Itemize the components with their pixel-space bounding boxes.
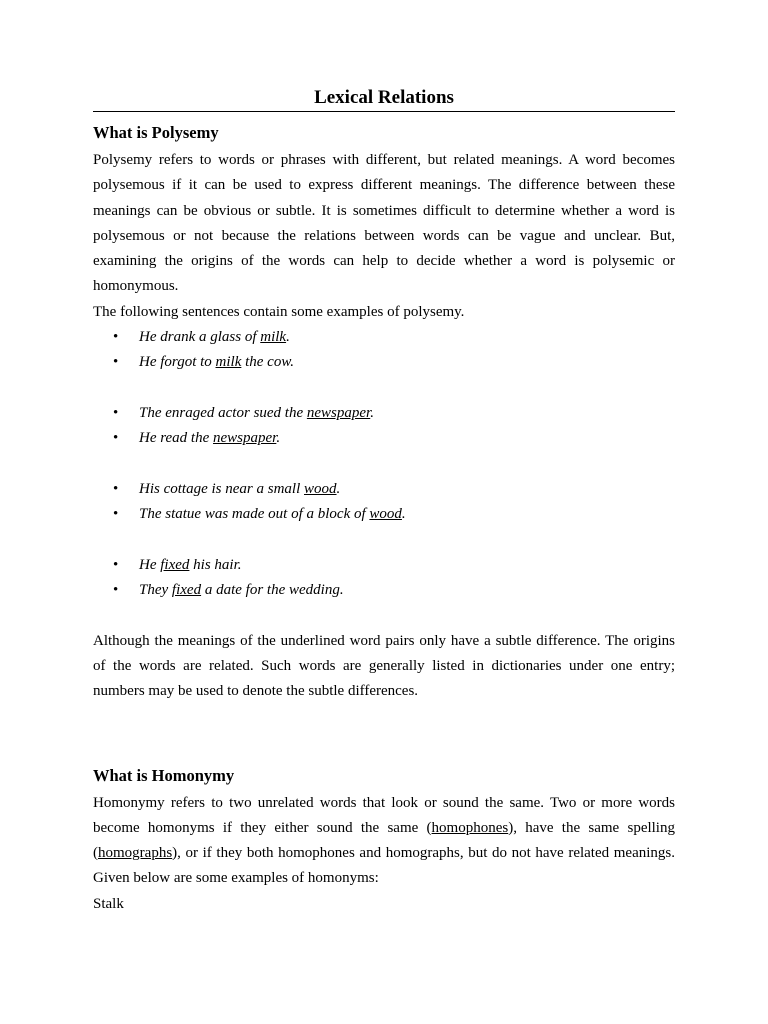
- underlined-word: milk: [260, 329, 287, 346]
- homonymy-text-1: Homonymy refers to two unrelated words that look or sound the same. Two or more words become homonyms if they either sound the same (: [93, 794, 675, 836]
- example-group: [93, 325, 675, 376]
- example-text: He forgot to: [139, 354, 216, 371]
- polysemy-paragraph: Polysemy refers to words or phrases with different, but related meanings. A word becomes polysemous if it can be used to express different meanings. The difference between these meanings can be obvious or subtle. It is sometimes difficult to determine whether a word is polysemous or not because the relations between words can be vague and unclear. But, examining the origins of the words can help to decide whether a word is polysemic or homonymous.: [93, 152, 675, 295]
- homonymy-heading: What is Homonymy: [93, 765, 235, 785]
- example-sentence: [93, 578, 675, 603]
- example-text: .: [276, 430, 281, 447]
- example-sentence: [93, 350, 675, 375]
- underlined-word: newspaper: [213, 430, 277, 447]
- example-text: His cottage is near a small: [139, 480, 304, 497]
- document-title: Lexical Relations: [93, 86, 675, 112]
- example-text: .: [336, 480, 341, 497]
- example-sentence: [93, 401, 675, 426]
- underlined-word: fixed: [160, 556, 190, 573]
- example-text: .: [401, 506, 406, 523]
- example-group: [93, 553, 675, 604]
- underlined-word: newspaper: [306, 404, 371, 421]
- example-group: [93, 401, 675, 452]
- example-sentence: [93, 502, 675, 527]
- homonymy-text-2: ), have the same spelling (: [93, 819, 675, 862]
- homophones-term: homophones: [431, 819, 509, 836]
- homonymy-text-3: ), or if they both homophones and homographs, but do not have related meanings. Given below are some examples of homonyms:: [93, 845, 675, 887]
- homonym-example-word: Stalk: [93, 895, 124, 912]
- example-sentence: [93, 426, 675, 451]
- example-text: He read the: [139, 430, 214, 447]
- example-text: the cow.: [241, 354, 294, 371]
- example-text: .: [286, 329, 290, 346]
- underlined-word: wood: [304, 480, 337, 497]
- example-group: [93, 477, 675, 528]
- homographs-term: homographs: [98, 845, 173, 862]
- example-sentence: [93, 325, 675, 350]
- example-text: his hair.: [189, 556, 242, 573]
- underlined-word: wood: [369, 506, 402, 523]
- example-text: They: [139, 582, 172, 599]
- underlined-word: fixed: [171, 582, 202, 599]
- polysemy-heading: What is Polysemy: [93, 123, 219, 142]
- example-text: The enraged actor sued the: [139, 404, 307, 421]
- example-text: He drank a glass of: [139, 329, 261, 346]
- polysemy-conclusion: Although the meanings of the underlined word pairs only have a subtle difference. The origins of the words are related. Such words are generally listed in dictionaries under one entry; numbers may be used to denote the subtle differences.: [93, 632, 675, 700]
- example-text: a date for the wedding.: [201, 582, 344, 599]
- document-page: [93, 86, 675, 917]
- homonymy-paragraph: [93, 791, 675, 892]
- example-text: He: [139, 556, 161, 573]
- polysemy-intro: The following sentences contain some examples of polysemy.: [93, 303, 465, 320]
- underlined-word: milk: [215, 354, 242, 371]
- example-sentence: [93, 553, 675, 578]
- example-sentence: [93, 477, 675, 502]
- example-text: The statue was made out of a block of: [139, 506, 370, 523]
- example-text: .: [370, 404, 374, 421]
- polysemy-examples: [93, 325, 675, 603]
